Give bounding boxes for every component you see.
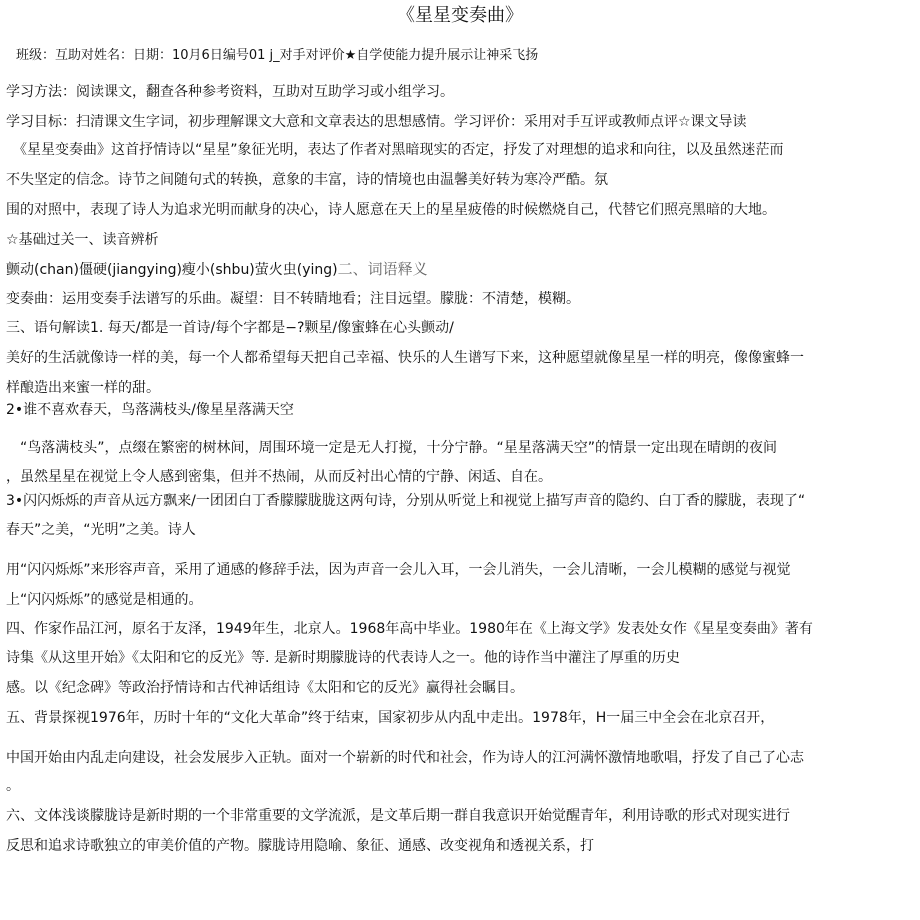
paragraph-line: 用“闪闪烁烁”来形容声音，采用了通感的修辞手法，因为声音一会儿入耳，一会儿消失，一会儿清晰，一会儿模糊的感觉与视觉 [6,562,791,578]
author-section-line: 诗集《从这里开始》《太阳和它的反光》等. 是新时期朦胧诗的代表诗人之一。他的诗作当中灌注了厚重的历史 [6,650,680,666]
pinyin-text: 颤动(chan)僵硬(jiangying)瘦小(shbu)萤火虫(ying) [6,262,338,278]
sentence-3: 3•闪闪烁烁的声音从远方飘来/一团团白丁香朦朦胧胧这两句诗，分别从听觉上和视觉上描写声音的隐约、白丁香的朦胧，表现了“ [6,493,806,509]
vocab-definitions: 变奏曲：运用变奏手法谱写的乐曲。凝望：目不转睛地看；注目远望。朦胧：不清楚，模糊。 [6,291,580,307]
author-section-line: 四、作家作品江河，原名于友泽，1949年生，北京人。1968年高中毕业。1980年在《上海文学》发表处女作《星星变奏曲》著有 [6,621,813,637]
vocab-heading: 二、词语释义 [337,260,428,278]
sentence-2: 2•谁不喜欢春天，鸟落满枝头/像星星落满天空 [6,402,294,418]
background-section-line: 五、背景探视1976年，历时十年的“文化大革命”终于结束，国家初步从内乱中走出。1978年，H一届三中全会在北京召开， [6,710,775,726]
intro-paragraph-line: 围的对照中，表现了诗人为追求光明而献身的决心，诗人愿意在天上的星星疲倦的时候燃烧自己，代替它们照亮黑暗的大地。 [6,202,776,218]
paragraph-line: 春天”之美，“光明”之美。诗人 [6,522,196,538]
section-basics-heading: ☆基础过关一、读音辨析 [6,232,159,248]
paragraph-line: 样酿造出来蜜一样的甜。 [6,380,160,396]
background-section-line: 。 [6,778,20,794]
background-section-line: 中国开始由内乱走向建设，社会发展步入正轨。面对一个崭新的时代和社会，作为诗人的江河满怀激情地歌唱，抒发了自己了心志 [6,750,804,766]
header-info-line: 班级：互助对姓名：日期：10月6日编号01 j_对手对评价★自学使能力提升展示让神采飞扬 [16,48,539,63]
study-goal: 学习目标：扫清课文生字词，初步理解课文大意和文章表达的思想感情。学习评价：采用对手互评或教师点评☆课文导读 [6,114,747,130]
author-section-line: 感。以《纪念碑》等政治抒情诗和古代神话组诗《太阳和它的反光》赢得社会瞩目。 [6,680,524,696]
paragraph-line: ，虽然星星在视觉上令人感到密集，但并不热闹，从而反衬出心情的宁静、闲适、自在。 [6,469,552,485]
document-title: 《星星变奏曲》 [397,5,523,26]
genre-section-line: 六、文体浅谈朦胧诗是新时期的一个非常重要的文学流派，是文革后期一群自我意识开始觉醒青年，利用诗歌的形式对现实进行 [6,808,790,824]
intro-paragraph-line: 不失坚定的信念。诗节之间随句式的转换，意象的丰富，诗的情境也由温馨美好转为寒冷严酷。氛 [6,172,608,188]
genre-section-line: 反思和追求诗歌独立的审美价值的产物。朦胧诗用隐喻、象征、通感、改变视角和透视关系，打 [6,838,594,854]
paragraph-line: 美好的生活就像诗一样的美，每一个人都希望每天把自己幸福、快乐的人生谱写下来，这种愿望就像星星一样的明亮，像像蜜蜂一 [6,350,804,366]
paragraph-line: 上“闪闪烁烁”的感觉是相通的。 [6,592,203,608]
intro-paragraph-line: 《星星变奏曲》这首抒情诗以“星星”象征光明，表达了作者对黑暗现实的否定，抒发了对理想的追求和向往，以及虽然迷茫而 [6,142,784,158]
paragraph-line: “鸟落满枝头”，点缀在繁密的树林间，周围环境一定是无人打搅，十分宁静。“星星落满天空”的情景一定出现在晴朗的夜间 [6,440,778,456]
sentence-analysis-heading: 三、语句解读1. 每天/都是一首诗/每个字都是−?颗星/像蜜蜂在心头颤动/ [6,320,454,336]
pinyin-line [6,259,914,280]
study-method: 学习方法：阅读课文，翻查各种参考资料，互助对互助学习或小组学习。 [6,84,454,100]
